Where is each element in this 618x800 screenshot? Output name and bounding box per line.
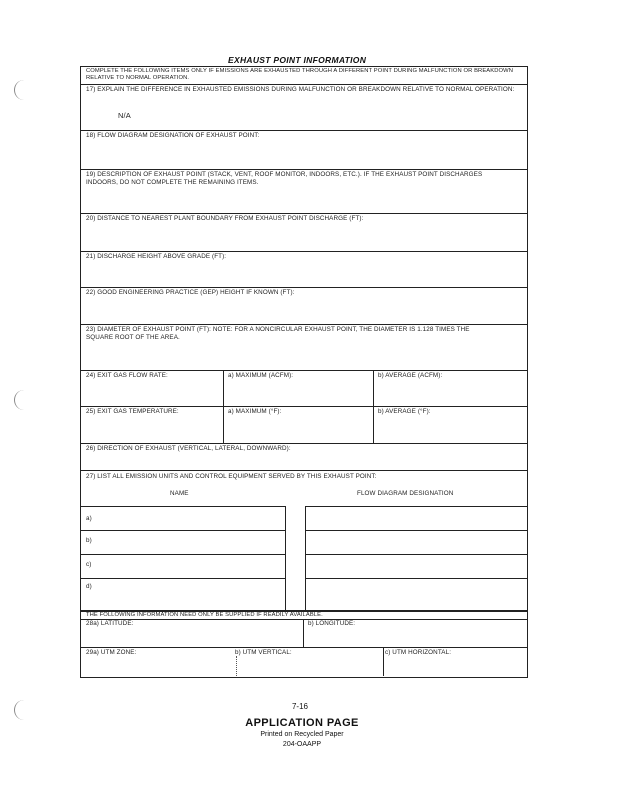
q27-flow-header: FLOW DIAGRAM DESIGNATION [357,490,454,497]
q17-answer[interactable]: N/A [118,111,131,120]
divider [80,406,527,407]
q19-label: 19) DESCRIPTION OF EXHAUST POINT (STACK, VENT, ROOF MONITOR, INDOORS, ETC.). IF THE EXHAUST POINT DISCHARGES INDOORS, DO NOT COMPLETE THE REMAINING ITEMS. [86,171,483,186]
q27-row-a: a) [86,515,92,522]
divider [80,213,527,214]
q24-max-label: a) MAXIMUM (ACFM): [228,372,294,379]
q17-label: 17) EXPLAIN THE DIFFERENCE IN EXHAUSTED EMISSIONS DURING MALFUNCTION OR BREAKDOWN RELATIVE TO NORMAL OPERATION: [86,86,515,93]
divider [80,251,527,252]
form-code: 204-OAAPP [282,741,322,748]
page-number: 7-16 [291,702,308,711]
column-divider [305,506,306,610]
divider [80,370,527,371]
q25-max-label: a) MAXIMUM (°F): [228,408,282,415]
divider [80,554,285,555]
divider [80,287,527,288]
optional-info-border [80,610,528,678]
column-divider [285,506,286,610]
q23-label: 23) DIAMETER OF EXHAUST POINT (FT): NOTE: FOR A NONCIRCULAR EXHAUST POINT, THE DIAMETER IS 1.128 TIMES THE SQUARE ROOT OF THE AREA. [86,326,470,341]
divider [80,130,527,131]
q29-utm-horizontal-label: c) UTM HORIZONTAL: [385,649,452,656]
q18-label: 18) FLOW DIAGRAM DESIGNATION OF EXHAUST POINT: [86,132,260,139]
column-divider [303,619,304,647]
divider [80,530,285,531]
optional-info-note: THE FOLLOWING INFORMATION NEED ONLY BE SUPPLIED IF READILY AVAILABLE. [86,612,323,618]
divider [80,324,527,325]
q27-row-c: c) [86,561,92,568]
divider [80,84,527,85]
application-page-label: APPLICATION PAGE [245,717,359,729]
divider [305,578,527,579]
column-divider [223,370,224,443]
q25-label: 25) EXIT GAS TEMPERATURE: [86,408,179,415]
q27-label: 27) LIST ALL EMISSION UNITS AND CONTROL EQUIPMENT SERVED BY THIS EXHAUST POINT: [86,473,377,480]
column-divider [383,647,384,676]
divider [80,506,285,507]
divider [80,443,527,444]
column-divider [236,656,237,676]
q22-label: 22) GOOD ENGINEERING PRACTICE (GEP) HEIGHT IF KNOWN (FT): [86,289,295,296]
q21-label: 21) DISCHARGE HEIGHT ABOVE GRADE (FT): [86,253,227,260]
q24-avg-label: b) AVERAGE (ACFM): [378,372,443,379]
divider [80,647,527,648]
divider [305,506,527,507]
divider [80,578,285,579]
q27-row-b: b) [86,537,92,544]
divider [305,530,527,531]
divider [80,169,527,170]
instructions-text: COMPLETE THE FOLLOWING ITEMS ONLY IF EMISSIONS ARE EXHAUSTED THROUGH A DIFFERENT POINT DURING MALFUNCTION OR BREAKDOWN RELATIVE TO NORMAL OPERATION. [86,68,513,81]
recycled-paper-note: Printed on Recycled Paper [260,731,344,738]
column-divider [373,370,374,443]
q26-label: 26) DIRECTION OF EXHAUST (VERTICAL, LATERAL, DOWNWARD): [86,445,291,452]
q25-avg-label: b) AVERAGE (°F): [378,408,431,415]
form-title: EXHAUST POINT INFORMATION [228,55,367,65]
binder-hole-mark-1 [14,80,25,100]
q28-longitude-label: b) LONGITUDE: [308,620,356,627]
q24-label: 24) EXIT GAS FLOW RATE: [86,372,168,379]
q28-latitude-label: 28a) LATITUDE: [86,620,134,627]
divider [80,470,527,471]
q27-name-header: NAME [170,490,189,497]
q27-row-d: d) [86,583,92,590]
q29-utm-vertical-label: b) UTM VERTICAL: [235,649,292,656]
divider [305,554,527,555]
q29-utm-zone-label: 29a) UTM ZONE: [86,649,137,656]
q20-label: 20) DISTANCE TO NEAREST PLANT BOUNDARY FROM EXHAUST POINT DISCHARGE (FT): [86,215,364,222]
binder-hole-mark-2 [14,390,25,410]
